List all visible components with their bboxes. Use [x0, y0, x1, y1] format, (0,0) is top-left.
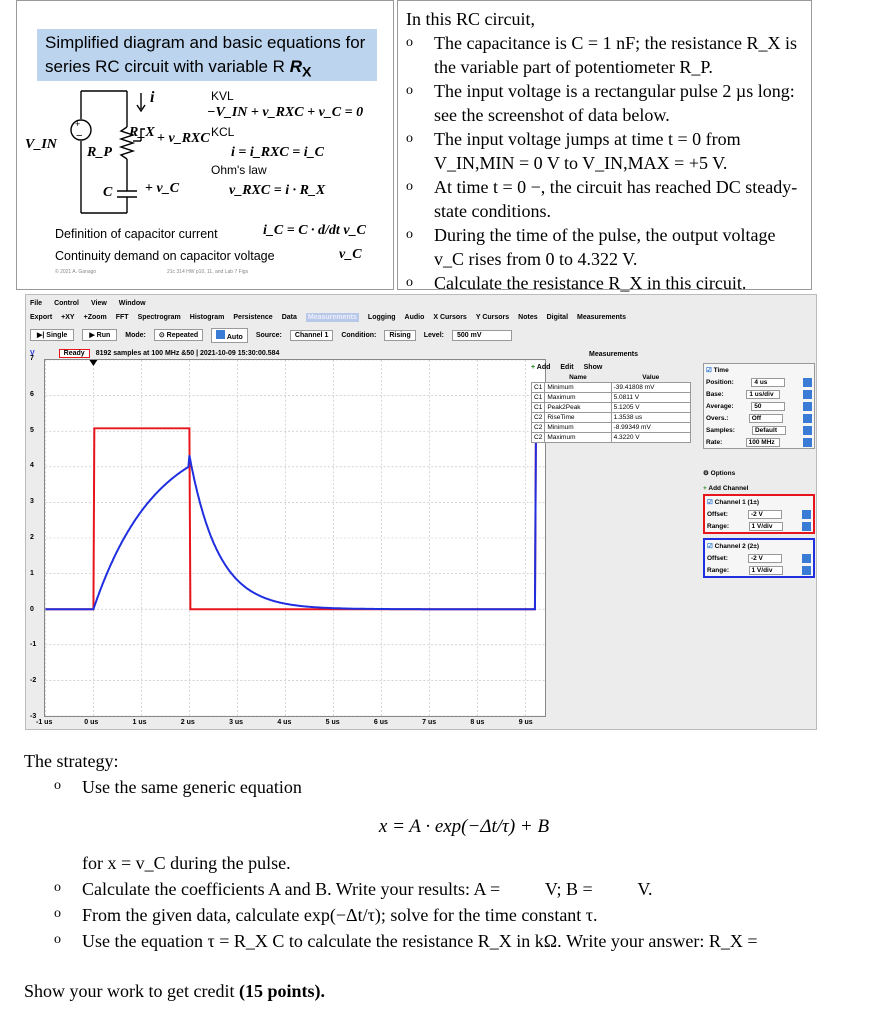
status-ready: Ready	[59, 349, 90, 358]
intro-bullet: o The capacitance is C = 1 nF; the resistance R_X is the variable part of potentiometer R_P.	[406, 31, 803, 79]
footnote: 21c 314 HW p10, 11, and Lab 7 Figs	[167, 269, 249, 275]
measurements-toolbar	[531, 361, 696, 373]
series-line-ch1	[45, 428, 544, 609]
rate-label: Rate:	[706, 438, 723, 446]
for-x-text: for x = v_C during the pulse.	[82, 853, 291, 873]
chevron-down-icon	[216, 330, 225, 339]
mode-select[interactable]: ⊙ Repeated	[154, 329, 203, 341]
tool-audio[interactable]: Audio	[404, 313, 425, 321]
channel-2-section	[703, 538, 815, 578]
strategy-text: From the given data, calculate exp(−Δt/τ); solve for the time constant τ.	[82, 905, 598, 925]
ch1-title: ☑ Channel 1 (1±)	[707, 499, 760, 506]
table-header	[532, 373, 691, 383]
x-tick-label: 5 us	[325, 719, 340, 726]
table-row[interactable]	[532, 383, 691, 393]
y-tick-label: -1	[30, 641, 37, 649]
y-tick-label: -2	[30, 677, 37, 685]
run-button[interactable]: ▶ Run	[82, 329, 117, 341]
single-label: Single	[46, 332, 68, 339]
mode-value: Repeated	[166, 332, 199, 339]
chevron-down-icon[interactable]	[802, 510, 811, 519]
cell-value: 5.0811 V	[611, 393, 690, 403]
tool-spectrogram[interactable]: Spectrogram	[137, 313, 181, 321]
problem-statement	[397, 0, 812, 293]
status-info: 8192 samples at 100 MHz &50 | 2021-10-09 15:30:00.584	[95, 349, 280, 357]
ch1-range-input[interactable]: 1 V/div	[749, 522, 783, 531]
add-channel-button[interactable]: + Add Channel	[703, 485, 749, 492]
trigger-marker-icon[interactable]	[89, 360, 97, 366]
chevron-down-icon[interactable]	[803, 414, 812, 423]
menu-window[interactable]: Window	[118, 299, 146, 307]
intro-bullet-text: The input voltage jumps at time t = 0 from V_IN,MIN = 0 V to V_IN,MAX = +5 V.	[434, 129, 741, 173]
y-unit: V	[30, 349, 35, 357]
x-tick-label: 8 us	[470, 719, 485, 726]
label-rp: R_P	[87, 145, 112, 160]
intro-bullet-text: Calculate the resistance R_X in this circuit.	[434, 273, 747, 293]
chevron-down-icon[interactable]	[802, 554, 811, 563]
label-vc-text: v_C	[156, 181, 180, 196]
y-tick-label: 2	[30, 534, 34, 541]
series-line-ch2	[45, 431, 544, 609]
header-value: Value	[642, 374, 660, 381]
x-tick-label: -1 us	[36, 719, 53, 726]
tool-ycursors[interactable]: Y Cursors	[475, 313, 510, 321]
single-button[interactable]: ▶| Single	[30, 329, 74, 341]
base-label: Base:	[706, 390, 724, 398]
ch2-offset	[705, 552, 813, 564]
tool-notes[interactable]: Notes	[518, 313, 538, 321]
tool-digital[interactable]: Digital	[546, 313, 569, 321]
tool-histogram[interactable]: Histogram	[189, 313, 225, 321]
edit-label: Edit	[560, 363, 574, 371]
x-tick-label: 0 us	[84, 719, 99, 726]
position-label: Position:	[706, 378, 734, 386]
y-axis-ticks	[30, 355, 42, 720]
y-tick-label: 0	[30, 605, 34, 613]
x-tick-label: 1 us	[132, 719, 147, 726]
x-tick-label: 9 us	[518, 719, 533, 726]
cell-name: Peak2Peak	[545, 403, 611, 413]
samples-input[interactable]: Default	[752, 426, 786, 435]
chevron-down-icon[interactable]	[802, 522, 811, 531]
cell-channel: C1	[532, 383, 545, 393]
strategy-text: Use the equation τ = R_X C to calculate the resistance R_X in kΩ. Write your answer: R_X =	[82, 931, 758, 951]
time-title-text: Time	[713, 367, 729, 374]
time-samples	[704, 424, 814, 436]
cell-name: Maximum	[545, 393, 611, 403]
cell-value: -39.41808 mV	[611, 383, 690, 393]
chevron-down-icon[interactable]	[803, 402, 812, 411]
chevron-down-icon[interactable]	[803, 438, 812, 447]
show-measurement-button[interactable]	[584, 364, 603, 371]
average-input[interactable]: 50	[751, 402, 785, 411]
time-average	[704, 400, 814, 412]
strategy-heading: The strategy:	[24, 751, 119, 771]
kcl-label: KCL	[211, 125, 235, 139]
diagram-title-text: Simplified diagram and basic equations for series RC circuit with variable R	[45, 33, 366, 76]
tool-logging[interactable]: Logging	[367, 313, 396, 321]
level-label: Level:	[423, 331, 444, 339]
menu-control[interactable]: Control	[54, 299, 79, 307]
table-row[interactable]	[532, 403, 691, 413]
auto-value: Auto	[226, 333, 243, 341]
base-input[interactable]: 1 us/div	[746, 390, 780, 399]
average-label: Average:	[706, 402, 734, 410]
generic-equation: x = A · exp(−Δt/τ) + B	[378, 816, 550, 837]
header-name: Name	[569, 374, 587, 381]
add-measurement-button[interactable]: + Add	[531, 363, 551, 371]
x-tick-label: 7 us	[422, 719, 437, 726]
edit-measurement-button[interactable]	[560, 364, 573, 371]
chevron-down-icon[interactable]	[803, 378, 812, 387]
y-tick-label: 4	[30, 462, 34, 470]
settings-panel	[703, 363, 815, 578]
scope-plot	[44, 359, 546, 717]
intro-bullet: o During the time of the pulse, the output voltage v_C rises from 0 to 4.322 V.	[406, 223, 803, 271]
time-base	[704, 388, 814, 400]
cell-value: 1.3538 us	[611, 413, 690, 423]
intro-heading: In this RC circuit,	[406, 9, 535, 29]
intro-bullet-text: The input voltage is a rectangular pulse 2 µs long: see the screenshot of data below.	[434, 81, 795, 125]
samples-label: Samples:	[706, 426, 735, 434]
ch1-title-text: Channel 1 (1±)	[714, 499, 760, 506]
y-tick-label: 3	[30, 498, 34, 506]
ch2-offset-input[interactable]: -2 V	[748, 554, 782, 563]
table-row[interactable]	[532, 393, 691, 403]
ch1-offset-label: Offset:	[707, 510, 728, 518]
strategy-text: Calculate the coefficients A and B. Write your results: A = V; B = V.	[82, 879, 653, 899]
points-text: (15 points).	[238, 981, 325, 1001]
add-label: Add	[536, 363, 551, 371]
tool-xcursors[interactable]: X Cursors	[433, 313, 467, 321]
chevron-down-icon[interactable]	[803, 390, 812, 399]
ch2-title: ☑ Channel 2 (2±)	[707, 543, 760, 550]
continuity-text: Continuity demand on capacitor voltage	[55, 249, 275, 263]
x-axis-ticks	[36, 719, 546, 729]
cell-channel: C2	[532, 413, 545, 423]
cell-value: -8.99349 mV	[611, 423, 690, 433]
strategy-bullet: o From the given data, calculate exp(−Δt/τ); solve for the time constant τ.	[24, 902, 864, 928]
y-tick-label: 6	[30, 390, 34, 398]
control-bar	[26, 327, 512, 343]
kcl-equation: i = i_RXC = i_C	[231, 145, 324, 160]
kvl-equation: −V_IN + v_RXC + v_C = 0	[207, 105, 364, 120]
x-tick-label: 4 us	[277, 719, 292, 726]
measurements-panel	[531, 351, 696, 721]
level-input[interactable]: 500 mV	[452, 330, 512, 341]
label-vrxc-text: v_RXC	[168, 131, 210, 146]
strategy-bullet: o Use the same generic equation	[24, 774, 864, 800]
time-overs	[704, 412, 814, 424]
circuit-diagram-panel	[16, 0, 394, 290]
tool-data[interactable]: Data	[281, 313, 297, 321]
strategy-text: Use the same generic equation	[82, 777, 302, 797]
cap-equation: i_C = C · d/dt v_C	[263, 223, 366, 238]
intro-bullet: o The input voltage is a rectangular pulse 2 µs long: see the screenshot of data below.	[406, 79, 803, 127]
options-button[interactable]: ⚙ Options	[703, 470, 736, 477]
add-channel-label: Add Channel	[708, 485, 749, 492]
credit-line	[24, 978, 864, 1004]
y-tick-label: 1	[30, 569, 34, 577]
diagram-title: Simplified diagram and basic equations for series RC circuit with variable R $R_X$	[37, 29, 377, 81]
time-section	[703, 363, 815, 449]
cap-definition: Definition of capacitor current	[55, 227, 218, 241]
tool-bar	[26, 309, 626, 325]
measurements-title: Measurements	[588, 351, 639, 358]
cell-value: 4.3220 V	[611, 433, 690, 443]
cell-channel: C1	[532, 403, 545, 413]
tool-xy[interactable]: +XY	[61, 313, 75, 321]
position-input[interactable]: 4 us	[751, 378, 785, 387]
intro-bullet: o The input voltage jumps at time t = 0 from V_IN,MIN = 0 V to V_IN,MAX = +5 V.	[406, 127, 803, 175]
label-rx: R_X	[129, 125, 155, 140]
time-position	[704, 376, 814, 388]
svg-text:+: +	[75, 119, 81, 129]
strategy-bullet: o Use the equation τ = R_X C to calculate the resistance R_X in kΩ. Write your answer: R_X =	[24, 928, 864, 954]
x-tick-label: 6 us	[373, 719, 388, 726]
label-vc: + v_C	[145, 181, 180, 196]
intro-bullet-text: During the time of the pulse, the output voltage v_C rises from 0 to 4.322 V.	[434, 225, 776, 269]
overs-label: Overs.:	[706, 414, 729, 422]
tool-measurements[interactable]: Measurements	[307, 313, 357, 321]
cell-channel: C1	[532, 393, 545, 403]
table-row[interactable]	[532, 413, 691, 423]
table-row[interactable]	[532, 433, 691, 443]
diagram-title-sub: X	[301, 64, 312, 81]
x-tick-label: 3 us	[229, 719, 244, 726]
intro-bullet-text: At time t = 0 −, the circuit has reached DC steady-state conditions.	[434, 177, 798, 221]
y-tick-label: 7	[30, 355, 34, 362]
label-vrxc: + v_RXC	[157, 131, 210, 146]
intro-bullet: o At time t = 0 −, the circuit has reached DC steady-state conditions.	[406, 175, 803, 223]
ch2-range-input[interactable]: 1 V/div	[749, 566, 783, 575]
ch1-range	[705, 520, 813, 532]
ohm-label: Ohm's law	[211, 163, 267, 177]
chevron-down-icon[interactable]	[802, 566, 811, 575]
oscilloscope-window	[25, 294, 817, 730]
table-row[interactable]	[532, 423, 691, 433]
tool-export[interactable]: Export	[30, 313, 53, 321]
ch2-title-text: Channel 2 (2±)	[714, 543, 760, 550]
ch1-range-label: Range:	[707, 522, 730, 530]
channel-1-section	[703, 494, 815, 534]
y-tick-label: -3	[30, 713, 37, 720]
menu-file[interactable]: File	[30, 299, 43, 307]
label-current: i	[150, 89, 155, 106]
time-rate	[704, 436, 814, 448]
ch2-range-label: Range:	[707, 566, 730, 574]
menu-view[interactable]: View	[90, 299, 107, 307]
copyright: © 2021 A. Ganago	[55, 269, 97, 275]
condition-select[interactable]: Rising	[384, 330, 415, 341]
options-label: Options	[710, 470, 736, 477]
label-vin: V_IN	[25, 137, 57, 152]
ohm-equation: v_RXC = i · R_X	[229, 183, 326, 198]
ch1-offset	[705, 508, 813, 520]
rate-input[interactable]: 100 MHz	[746, 438, 780, 447]
tool-fft[interactable]: FFT	[115, 313, 129, 321]
mode-label: Mode:	[125, 331, 146, 339]
strategy-bullet: o Calculate the coefficients A and B. Write your results: A = V; B = V.	[24, 876, 864, 902]
continuity-var: v_C	[339, 247, 362, 262]
cell-name: Minimum	[545, 423, 611, 433]
cell-channel: C2	[532, 423, 545, 433]
show-label: Show	[583, 363, 603, 371]
source-select[interactable]: Channel 1	[290, 330, 333, 341]
tool-measurements-2[interactable]: Measurements	[577, 313, 627, 321]
ch2-offset-label: Offset:	[707, 554, 728, 562]
x-tick-label: 2 us	[180, 719, 195, 726]
cell-name: RiseTime	[545, 413, 611, 423]
tool-zoom[interactable]: +Zoom	[83, 313, 107, 321]
condition-label: Condition:	[341, 331, 377, 339]
overs-input[interactable]: Off	[749, 414, 783, 423]
ch2-range	[705, 564, 813, 576]
intro-bullet-text: The capacitance is C = 1 nF; the resistance R_X is the variable part of potentiometer R_P.	[434, 33, 798, 77]
cell-name: Minimum	[545, 383, 611, 393]
y-tick-label: 5	[30, 426, 34, 434]
ch1-offset-input[interactable]: -2 V	[748, 510, 782, 519]
intro-bullet: o Calculate the resistance R_X in this circuit.	[406, 273, 747, 293]
credit-text: Show your work to get credit	[24, 981, 235, 1001]
strategy-section	[24, 748, 864, 1004]
auto-select[interactable]	[211, 328, 248, 343]
chevron-down-icon[interactable]	[803, 426, 812, 435]
label-c: C	[103, 185, 113, 200]
svg-text:−: −	[76, 130, 83, 142]
cell-channel: C2	[532, 433, 545, 443]
time-title: ☑ Time	[706, 367, 729, 374]
run-label: Run	[96, 332, 111, 339]
cell-value: 5.1205 V	[611, 403, 690, 413]
cell-name: Maximum	[545, 433, 611, 443]
tool-persistence[interactable]: Persistence	[233, 313, 273, 321]
kvl-label: KVL	[211, 89, 234, 103]
measurements-table	[531, 373, 691, 443]
source-label: Source:	[255, 331, 282, 339]
